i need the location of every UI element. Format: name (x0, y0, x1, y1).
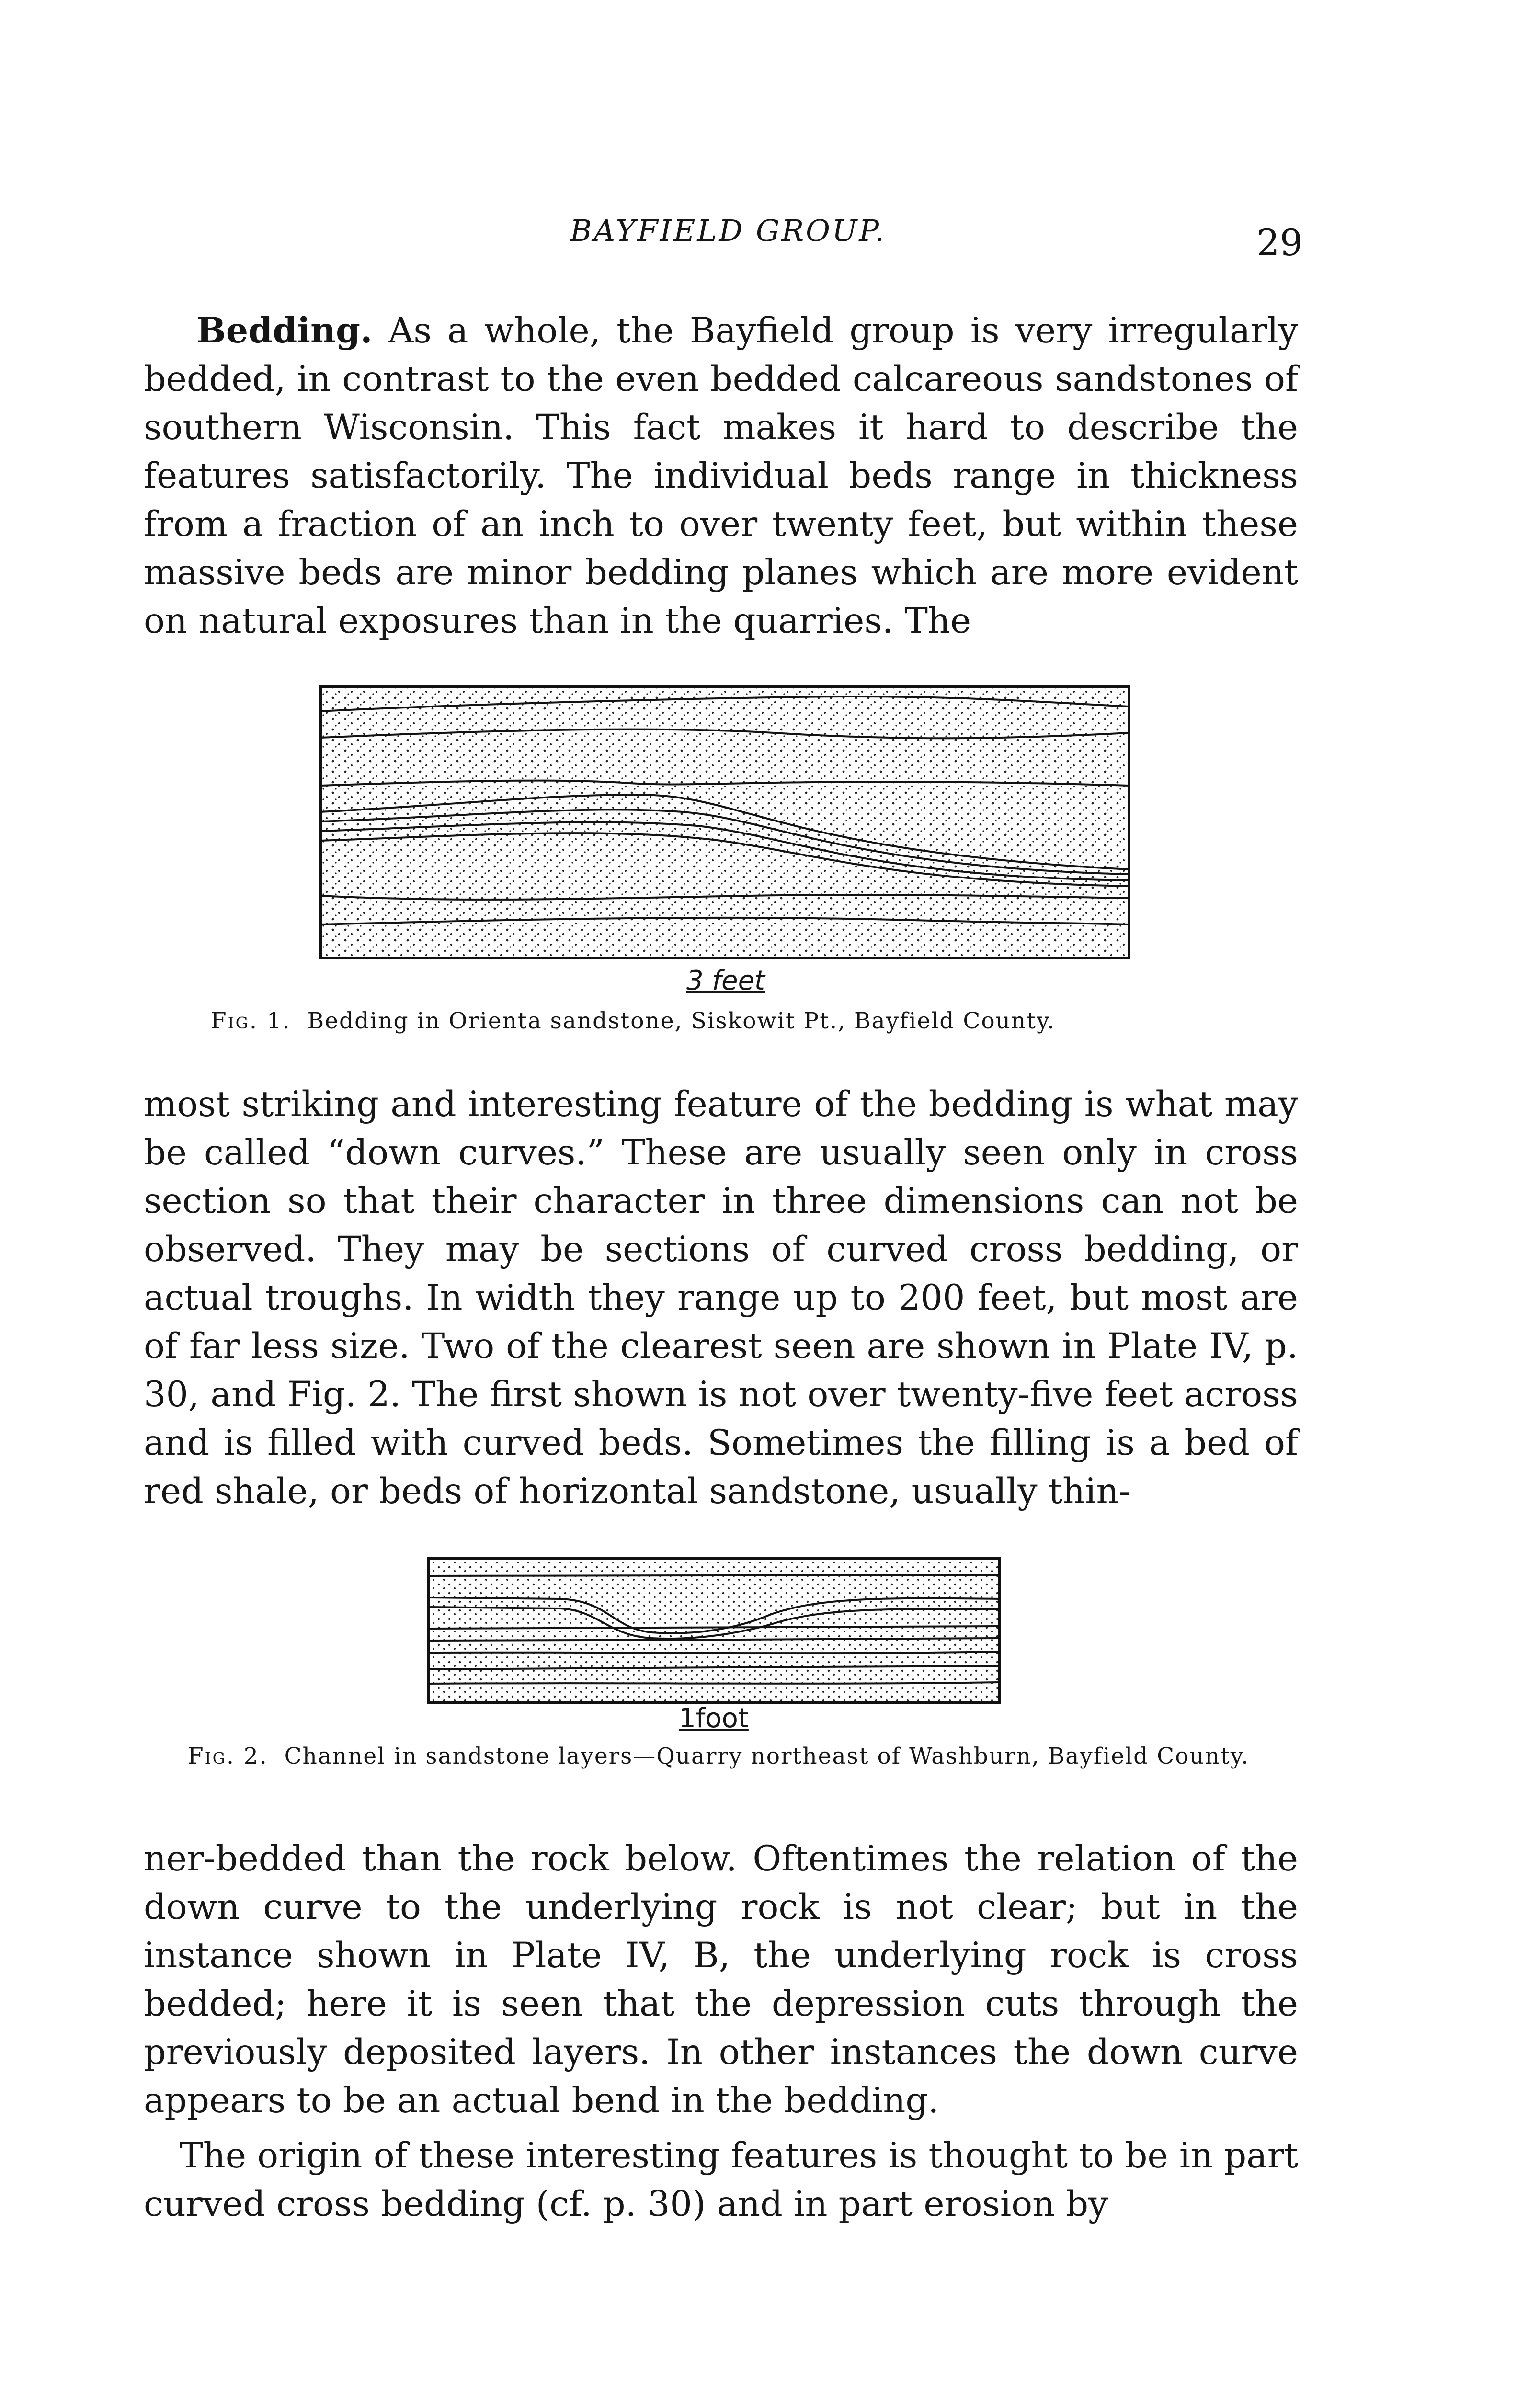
figure-2-label: Fig. 2. (187, 1743, 268, 1769)
page-header-title: BAYFIELD GROUP. (570, 213, 887, 248)
section-lead-bedding: Bedding. (196, 310, 373, 351)
paragraph-down-curves: most striking and interesting feature of the bedding is what may be called “down curves.” These are usually seen only in cross section so that their character in three dimensions can not be observed. They may be sections of curved cross bedding, or actual troughs. In width they range up to 200 feet, but most are of far less size. Two of the clearest seen are shown in Plate IV, p. 30, and Fig. 2. The first shown is not over twenty-five feet across and is filled with curved beds. Sometimes the filling is a bed of red shale, or beds of horizontal sandstone, usually thin- (144, 1084, 1298, 1512)
figure-1-caption (211, 1008, 1312, 1034)
paragraph-bedding-text: As a whole, the Bayfield group is very irregularly bedded, in contrast to the even bedded calcareous sandstones of southern Wisconsin. This fact makes it hard to describe the features satisfactorily. The individual beds range in thickness from a fraction of an inch to over twenty feet, but within these massive beds are minor bedding planes which are more evident on natural exposures than in the quarries. The (144, 310, 1298, 641)
figure-2-scale-label: 1foot (679, 1703, 749, 1734)
figure-2-caption (144, 1744, 1293, 1769)
paragraph-relation: ner-bedded than the rock below. Oftentimes the relation of the down curve to the underlying rock is not clear; but in the instance shown in Plate IV, B, the underlying rock is cross bedded; here it is seen that the depression cuts through the previously deposited layers. In other instances the down curve appears to be an actual bend in the bedding. (144, 1838, 1298, 2121)
page-number: 29 (1256, 221, 1303, 264)
paragraph-bedding (144, 307, 1298, 645)
figure-1-caption-text: Bedding in Orienta sandstone, Siskowit Pt., Bayfield County. (307, 1008, 1056, 1034)
figure-2-caption-text: Channel in sandstone layers—Quarry northeast of Washburn, Bayfield County. (284, 1743, 1250, 1769)
figure-1-diagram (319, 685, 1133, 963)
figure-1-label: Fig. 1. (211, 1008, 291, 1034)
paragraph-origin: The origin of these interesting features is thought to be in part curved cross bedding (cf. p. 30) and in part erosion by (144, 2135, 1298, 2224)
figure-2-diagram (426, 1557, 1001, 1705)
figure-1-scale-label: 3 feet (686, 965, 765, 996)
